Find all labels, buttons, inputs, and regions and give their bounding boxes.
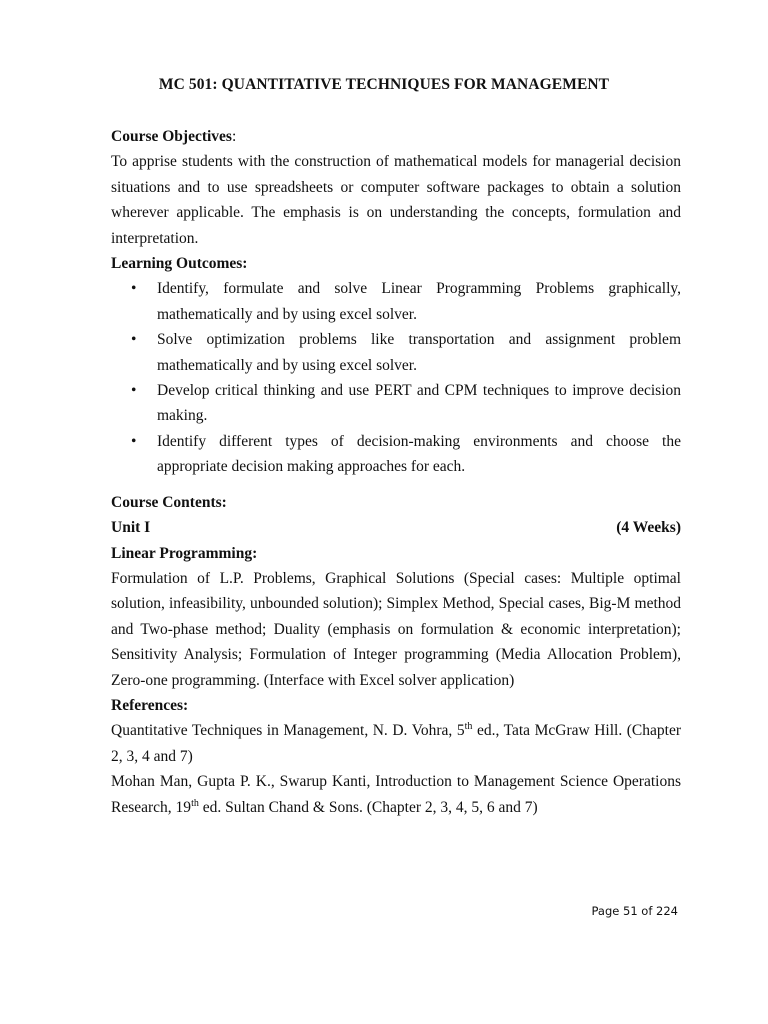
list-item bbox=[111, 378, 681, 429]
reference-superscript: th bbox=[191, 797, 199, 809]
reference-text: ed., Tata McGraw Hill. (Chapter 2, 3, 4 and 7) bbox=[111, 722, 681, 765]
list-item bbox=[111, 327, 681, 378]
course-objectives-heading bbox=[111, 124, 681, 149]
list-item-text: Solve optimization problems like transportation and assignment problem mathematically and by using excel solver. bbox=[157, 331, 681, 374]
list-item-text: Identify different types of decision-making environments and choose the appropriate decision making approaches for each. bbox=[157, 432, 681, 476]
reference-item bbox=[111, 718, 681, 769]
list-item-text: Identify, formulate and solve Linear Programming Problems graphically, mathematically and by using excel solver. bbox=[157, 280, 681, 323]
references-heading: References: bbox=[111, 696, 189, 714]
page-title: MC 501: QUANTITATIVE TECHNIQUES FOR MANAGEMENT bbox=[158, 76, 610, 93]
bullet-icon: • bbox=[131, 280, 137, 298]
unit-title: Unit I bbox=[111, 519, 151, 537]
reference-text: Quantitative Techniques in Management, N. D. Vohra, 5 bbox=[111, 722, 465, 740]
list-item bbox=[111, 429, 681, 480]
reference-superscript: th bbox=[464, 721, 473, 733]
reference-item bbox=[111, 769, 681, 820]
course-contents-heading: Course Contents: bbox=[111, 493, 227, 511]
reference-text: ed. Sultan Chand & Sons. (Chapter 2, 3, 4, 5, 6 and 7) bbox=[198, 798, 538, 816]
unit-row bbox=[111, 515, 681, 540]
learning-outcomes-heading: Learning Outcomes: bbox=[111, 255, 248, 273]
page-number: Page 51 of 224 bbox=[591, 904, 678, 918]
unit-duration: (4 Weeks) bbox=[616, 519, 681, 537]
bullet-icon: • bbox=[131, 331, 137, 349]
course-objectives-text: To apprise students with the construction of mathematical models for managerial decision situations and to use spreadsheets or computer software packages to obtain a solution wherever applicable. The emphasis is on understanding the concepts, formulation and interpretation. bbox=[111, 153, 681, 247]
list-item bbox=[111, 276, 681, 327]
bullet-icon: • bbox=[131, 382, 137, 400]
learning-outcomes-list bbox=[111, 276, 681, 479]
reference-text: Mohan Man, Gupta P. K., Swarup Kanti, Introduction to Management Science Operations Research, 19 bbox=[111, 773, 681, 816]
document-body bbox=[111, 124, 681, 820]
course-objectives-colon: : bbox=[231, 128, 237, 145]
section-gap bbox=[111, 480, 681, 490]
bullet-icon: • bbox=[131, 432, 137, 450]
unit-topic-heading: Linear Programming: bbox=[111, 544, 258, 562]
course-objectives-label: Course Objectives bbox=[111, 128, 232, 145]
unit-contents-text: Formulation of L.P. Problems, Graphical Solutions (Special cases: Multiple optimal solution, infeasibility, unbounded solution); Simplex Method, Special cases, Big-M method and Two-phase method; Duality (emphasis on formulation & economic interpretation); Sensitivity Analysis; Formulation of Integer programming (Media Allocation Problem), Zero-one programming. (Interface with Excel solver application) bbox=[111, 569, 681, 689]
list-item-text: Develop critical thinking and use PERT and CPM techniques to improve decision making. bbox=[157, 382, 681, 425]
